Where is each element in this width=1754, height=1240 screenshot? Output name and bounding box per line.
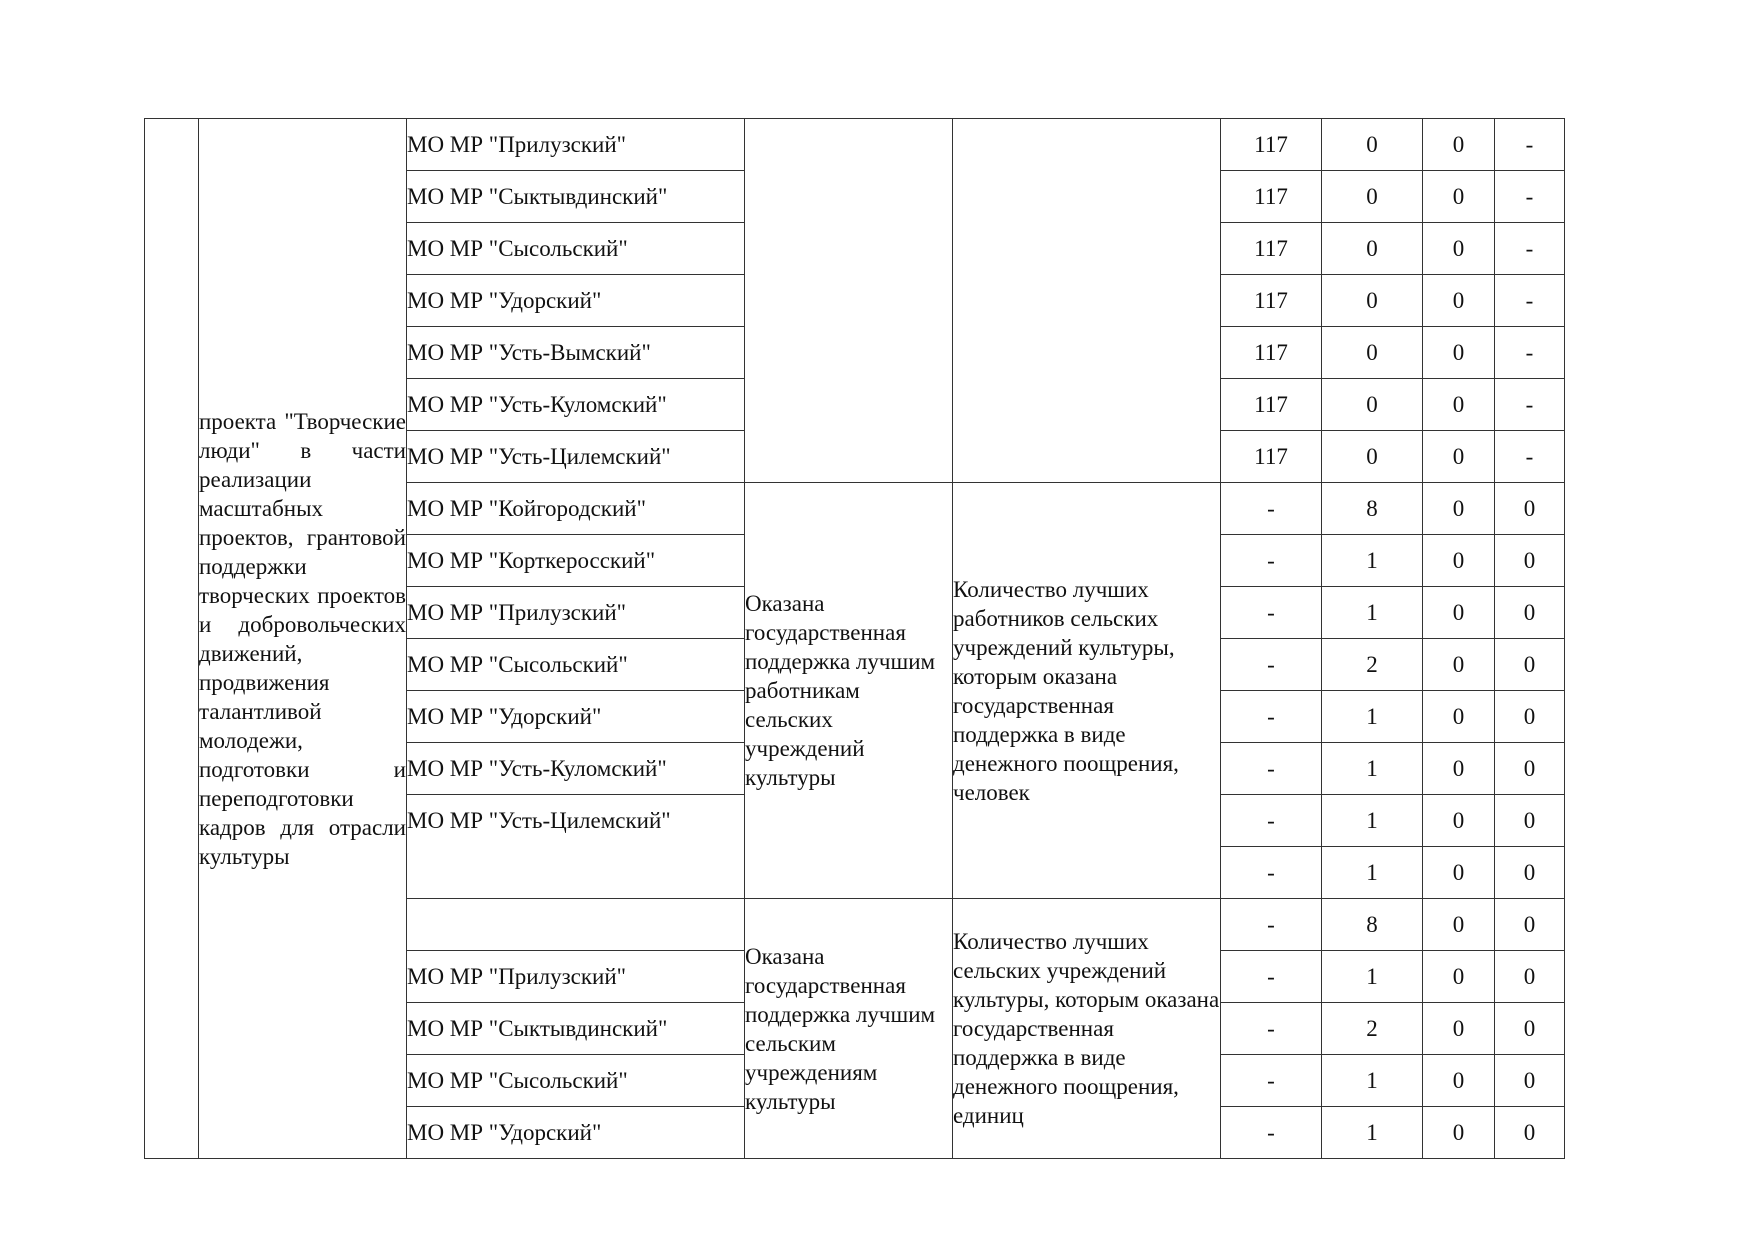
- value-cell: -: [1495, 431, 1565, 483]
- value-cell: 0: [1423, 327, 1495, 379]
- value-cell: 0: [1495, 795, 1565, 847]
- value-cell: -: [1495, 223, 1565, 275]
- value-cell: 2: [1322, 639, 1423, 691]
- value-cell: -: [1495, 327, 1565, 379]
- program-table: [144, 118, 1565, 1159]
- value-cell: 0: [1322, 223, 1423, 275]
- value-cell: 117: [1221, 275, 1322, 327]
- value-cell: 0: [1423, 587, 1495, 639]
- value-cell: 0: [1423, 1003, 1495, 1055]
- value-cell: 1: [1322, 795, 1423, 847]
- value-cell: 0: [1423, 691, 1495, 743]
- value-cell: 1: [1322, 1107, 1423, 1159]
- value-cell: -: [1221, 691, 1322, 743]
- value-cell: 0: [1423, 743, 1495, 795]
- municipality-cell: МО МР "Прилузский": [407, 587, 745, 639]
- municipality-cell: МО МР "Корткеросский": [407, 535, 745, 587]
- value-cell: 0: [1495, 587, 1565, 639]
- value-cell: 0: [1423, 171, 1495, 223]
- value-cell: 0: [1495, 639, 1565, 691]
- value-cell: 8: [1322, 899, 1423, 951]
- value-cell: 0: [1495, 1055, 1565, 1107]
- value-cell: 0: [1423, 1055, 1495, 1107]
- municipality-cell: МО МР "Сыктывдинский": [407, 1003, 745, 1055]
- value-cell: 0: [1322, 171, 1423, 223]
- value-cell: -: [1221, 795, 1322, 847]
- indicator-cell: Количество лучших сельских учреждений культуры, которым оказана государственная поддержка в виде денежного поощрения, единиц: [953, 899, 1221, 1159]
- value-cell: 0: [1423, 119, 1495, 171]
- value-cell: 0: [1495, 951, 1565, 1003]
- municipality-cell: МО МР "Удорский": [407, 691, 745, 743]
- value-cell: 0: [1495, 691, 1565, 743]
- value-cell: 0: [1423, 223, 1495, 275]
- municipality-cell: МО МР "Удорский": [407, 275, 745, 327]
- value-cell: 0: [1322, 431, 1423, 483]
- municipality-cell: МО МР "Сысольский": [407, 1055, 745, 1107]
- event-description: проекта "Творческие люди" в части реализации масштабных проектов, грантовой поддержки творческих проектов и добровольческих движений, продвижения талантливой молодежи, подготовки и переподготовки кадров для отрасли культуры: [199, 119, 407, 1159]
- value-cell: 0: [1423, 535, 1495, 587]
- value-cell: 117: [1221, 431, 1322, 483]
- value-cell: 0: [1423, 951, 1495, 1003]
- value-cell: 0: [1495, 535, 1565, 587]
- value-cell: -: [1495, 275, 1565, 327]
- result-cell-empty: [745, 119, 953, 483]
- value-cell: 117: [1221, 327, 1322, 379]
- value-cell: -: [1221, 1055, 1322, 1107]
- value-cell: 0: [1423, 639, 1495, 691]
- value-cell: 117: [1221, 171, 1322, 223]
- value-cell: 1: [1322, 1055, 1423, 1107]
- value-cell: -: [1495, 171, 1565, 223]
- value-cell: 0: [1495, 1003, 1565, 1055]
- value-cell: 0: [1495, 847, 1565, 899]
- value-cell: -: [1221, 1107, 1322, 1159]
- municipality-cell: МО МР "Прилузский": [407, 951, 745, 1003]
- municipality-cell: [407, 847, 745, 899]
- value-cell: -: [1221, 639, 1322, 691]
- value-cell: 0: [1495, 483, 1565, 535]
- value-cell: -: [1221, 743, 1322, 795]
- value-cell: -: [1221, 899, 1322, 951]
- value-cell: 117: [1221, 223, 1322, 275]
- municipality-cell: МО МР "Сысольский": [407, 223, 745, 275]
- value-cell: 0: [1423, 483, 1495, 535]
- municipality-cell: МО МР "Удорский": [407, 1107, 745, 1159]
- municipality-cell: МО МР "Усть-Цилемский": [407, 431, 745, 483]
- value-cell: 1: [1322, 691, 1423, 743]
- value-cell: 1: [1322, 951, 1423, 1003]
- value-cell: 0: [1423, 431, 1495, 483]
- value-cell: 0: [1322, 119, 1423, 171]
- value-cell: 0: [1423, 899, 1495, 951]
- value-cell: 0: [1423, 379, 1495, 431]
- municipality-cell: МО МР "Сысольский": [407, 639, 745, 691]
- value-cell: 0: [1423, 1107, 1495, 1159]
- value-cell: -: [1221, 535, 1322, 587]
- value-cell: 8: [1322, 483, 1423, 535]
- value-cell: 1: [1322, 587, 1423, 639]
- municipality-cell: МО МР "Усть-Цилемский": [407, 795, 745, 847]
- municipality-cell: [407, 899, 745, 951]
- value-cell: 0: [1322, 379, 1423, 431]
- municipality-cell: МО МР "Сыктывдинский": [407, 171, 745, 223]
- municipality-cell: МО МР "Усть-Вымский": [407, 327, 745, 379]
- value-cell: 117: [1221, 119, 1322, 171]
- result-cell: Оказана государственная поддержка лучшим сельским учреждениям культуры: [745, 899, 953, 1159]
- index-cell: [145, 119, 199, 1159]
- result-cell: Оказана государственная поддержка лучшим работникам сельских учреждений культуры: [745, 483, 953, 899]
- indicator-cell-empty: [953, 119, 1221, 483]
- value-cell: 0: [1423, 795, 1495, 847]
- value-cell: 1: [1322, 535, 1423, 587]
- value-cell: -: [1221, 1003, 1322, 1055]
- municipality-cell: МО МР "Прилузский": [407, 119, 745, 171]
- municipality-cell: МО МР "Усть-Куломский": [407, 743, 745, 795]
- table-row: [145, 119, 1565, 171]
- value-cell: -: [1221, 847, 1322, 899]
- value-cell: 1: [1322, 847, 1423, 899]
- value-cell: 117: [1221, 379, 1322, 431]
- value-cell: 0: [1495, 899, 1565, 951]
- value-cell: -: [1221, 951, 1322, 1003]
- value-cell: 0: [1495, 743, 1565, 795]
- value-cell: 0: [1423, 275, 1495, 327]
- value-cell: 0: [1322, 275, 1423, 327]
- value-cell: 2: [1322, 1003, 1423, 1055]
- indicator-cell: Количество лучших работников сельских учреждений культуры, которым оказана государственная поддержка в виде денежного поощрения, человек: [953, 483, 1221, 899]
- value-cell: 1: [1322, 743, 1423, 795]
- value-cell: 0: [1322, 327, 1423, 379]
- municipality-cell: МО МР "Койгородский": [407, 483, 745, 535]
- value-cell: 0: [1423, 847, 1495, 899]
- municipality-cell: МО МР "Усть-Куломский": [407, 379, 745, 431]
- value-cell: -: [1495, 379, 1565, 431]
- value-cell: -: [1495, 119, 1565, 171]
- value-cell: -: [1221, 587, 1322, 639]
- value-cell: 0: [1495, 1107, 1565, 1159]
- value-cell: -: [1221, 483, 1322, 535]
